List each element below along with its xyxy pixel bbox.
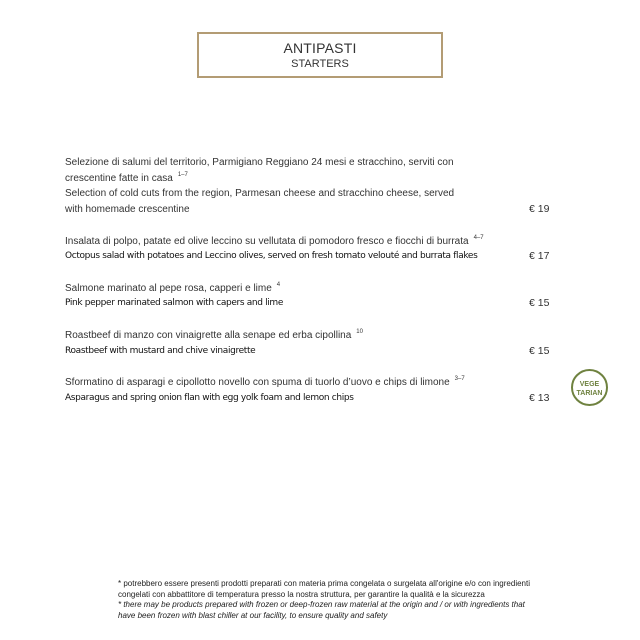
item-2-italian: Insalata di polpo, patate ed olive leccino su vellutata di pomodoro fresco e fiocchi di burrata $^{4-7}$	[65, 235, 484, 247]
section-header	[197, 32, 443, 78]
section-title: ANTIPASTI	[283, 40, 357, 56]
item-4-price: € 15	[529, 345, 550, 357]
allergens: 3–7	[454, 376, 465, 382]
footer-note	[118, 579, 538, 621]
item-1-english-cont: with homemade crescentine	[65, 204, 190, 215]
item-3-english: Pink pepper marinated salmon with capers and lime	[65, 298, 284, 308]
allergens: 10	[356, 329, 363, 335]
item-1-price: € 19	[529, 203, 550, 215]
allergens: 1–7	[177, 172, 188, 178]
item-2-price: € 17	[529, 250, 550, 262]
item-5-price: € 13	[529, 392, 550, 404]
footer-italian: * potrebbero essere presenti prodotti preparati con materia prima congelata o surgelata all'origine e/o con ingredienti congelati con abbattitore di temperatura presso la nostra struttura, per garantire la qualità e la sicurezza	[118, 579, 530, 599]
footer-english: * there may be products prepared with frozen or deep-frozen raw material at the origin and / or with ingredients that have been frozen with blast chiller at our facility, to ensure quality and safety	[118, 600, 525, 620]
allergens: 4	[276, 282, 281, 288]
item-1-italian-cont: crescentine fatte in casa $^{1-7}$	[65, 172, 188, 184]
item-4-italian: Roastbeef di manzo con vinaigrette alla senape ed erba cipollina $^{10}$	[65, 329, 363, 341]
item-4-english: Roastbeef with mustard and chive vinaigrette	[65, 346, 256, 356]
item-1-english: Selection of cold cuts from the region, Parmesan cheese and stracchino cheese, served	[65, 188, 455, 199]
vegetarian-badge-icon: VEGE TARIAN	[571, 369, 608, 406]
item-5-english: Asparagus and spring onion flan with egg yolk foam and lemon chips	[65, 393, 354, 403]
item-1-italian: Selezione di salumi del territorio, Parmigiano Reggiano 24 mesi e stracchino, serviti con	[65, 157, 454, 168]
item-3-italian: Salmone marinato al pepe rosa, capperi e lime $^4$	[65, 282, 281, 294]
item-5-italian: Sformatino di asparagi e cipollotto novello con spuma di tuorlo d’uovo e chips di limone $^{3-7}$	[65, 376, 465, 388]
allergens: 4–7	[473, 235, 484, 241]
section-subtitle: STARTERS	[291, 58, 349, 70]
item-2-english: Octopus salad with potatoes and Leccino olives, served on fresh tomato velouté and burrata flakes	[65, 251, 478, 261]
item-3-price: € 15	[529, 297, 550, 309]
